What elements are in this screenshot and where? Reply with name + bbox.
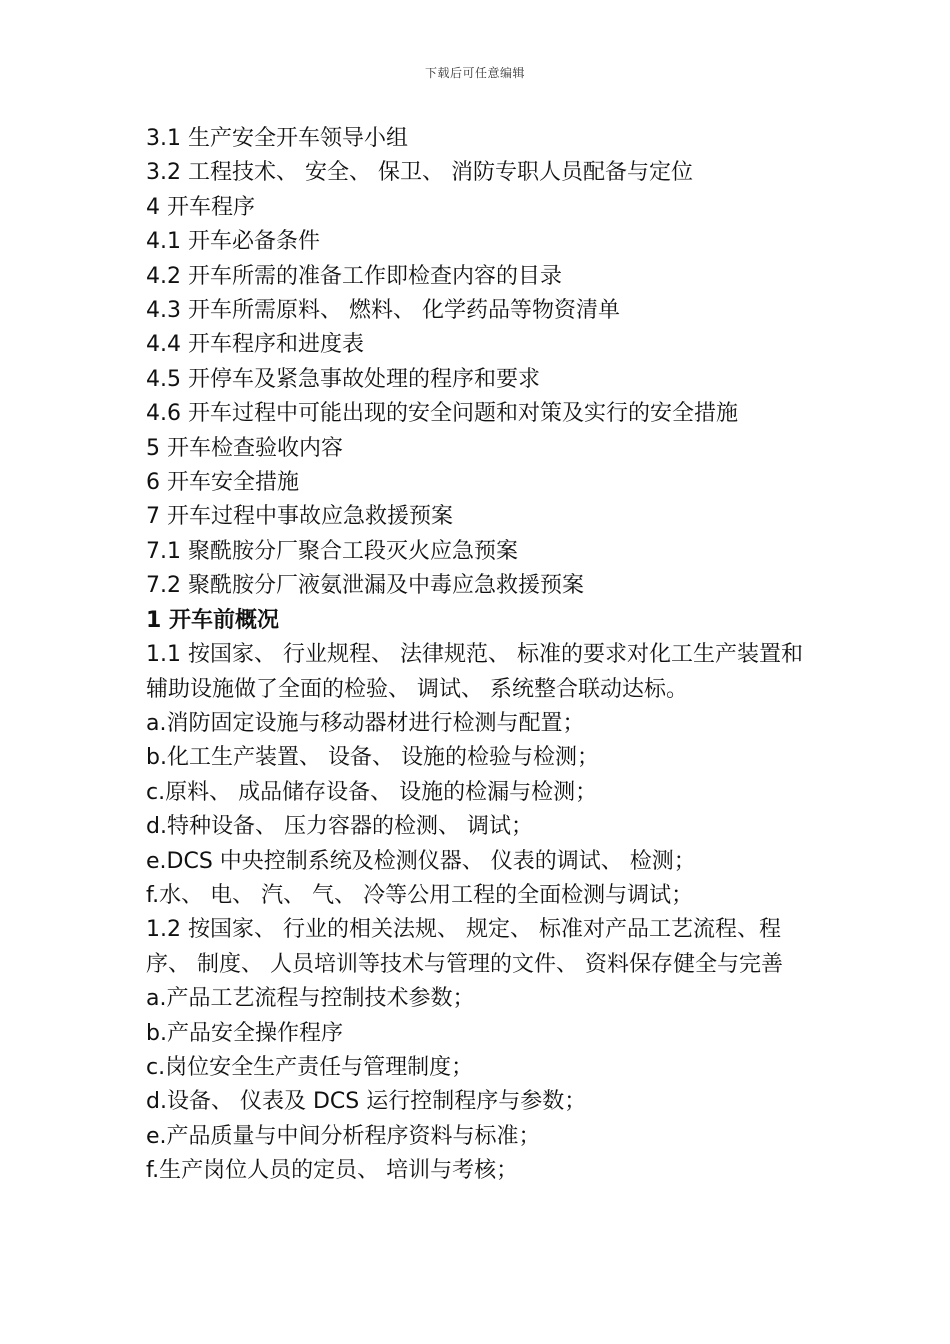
list-item: c.原料、 成品储存设备、 设施的检漏与检测； bbox=[146, 779, 598, 805]
section-heading: 1 开车前概况 bbox=[146, 607, 279, 633]
toc-line: 4.5 开停车及紧急事故处理的程序和要求 bbox=[146, 366, 540, 392]
list-item: d.设备、 仪表及 DCS 运行控制程序与参数； bbox=[146, 1089, 587, 1115]
toc-line: 3.1 生产安全开车领导小组 bbox=[146, 126, 408, 151]
list-item: e.产品质量与中间分析程序资料与标准； bbox=[146, 1123, 541, 1149]
page-header: 下载后可任意编辑 bbox=[424, 66, 525, 80]
document-body bbox=[146, 122, 816, 1189]
list-item: a.消防固定设施与移动器材进行检测与配置； bbox=[146, 710, 585, 736]
paragraph: 1.1 按国家、 行业规程、 法律规范、 标准的要求对化工生产装置和辅助设施做了全面的检验、 调试、 系统整合联动达标。 bbox=[146, 642, 803, 702]
list-item: b.化工生产装置、 设备、 设施的检验与检测； bbox=[146, 745, 599, 771]
paragraph: 1.2 按国家、 行业的相关法规、 规定、 标准对产品工艺流程、程序、 制度、 人员培训等技术与管理的文件、 资料保存健全与完善 bbox=[146, 917, 783, 977]
toc-line: 4.3 开车所需原料、 燃料、 化学药品等物资清单 bbox=[146, 298, 620, 324]
list-item: d.特种设备、 压力容器的检测、 调试； bbox=[146, 814, 533, 840]
toc-line: 6 开车安全措施 bbox=[146, 470, 299, 496]
toc-line: 4.6 开车过程中可能出现的安全问题和对策及实行的安全措施 bbox=[146, 401, 738, 427]
list-item: c.岗位安全生产责任与管理制度； bbox=[146, 1054, 474, 1080]
list-item: f.水、 电、 汽、 气、 冷等公用工程的全面检测与调试； bbox=[146, 882, 694, 908]
list-item: f.生产岗位人员的定员、 培训与考核； bbox=[146, 1158, 519, 1184]
toc-line: 5 开车检查验收内容 bbox=[146, 435, 343, 461]
toc-line: 4.2 开车所需的准备工作即检查内容的目录 bbox=[146, 263, 562, 289]
toc-line: 4.4 开车程序和进度表 bbox=[146, 332, 364, 358]
toc-line: 4.1 开车必备条件 bbox=[146, 229, 320, 255]
toc-line: 7.1 聚酰胺分厂聚合工段灭火应急预案 bbox=[146, 538, 518, 564]
list-item: e.DCS 中央控制系统及检测仪器、 仪表的调试、 检测； bbox=[146, 848, 696, 874]
list-item: b.产品安全操作程序 bbox=[146, 1020, 343, 1046]
toc-line: 3.2 工程技术、 安全、 保卫、 消防专职人员配备与定位 bbox=[146, 160, 693, 186]
list-item: a.产品工艺流程与控制技术参数； bbox=[146, 986, 475, 1012]
toc-line: 4 开车程序 bbox=[146, 194, 255, 220]
toc-line: 7.2 聚酰胺分厂液氨泄漏及中毒应急救援预案 bbox=[146, 573, 584, 599]
toc-line: 7 开车过程中事故应急救援预案 bbox=[146, 504, 453, 530]
